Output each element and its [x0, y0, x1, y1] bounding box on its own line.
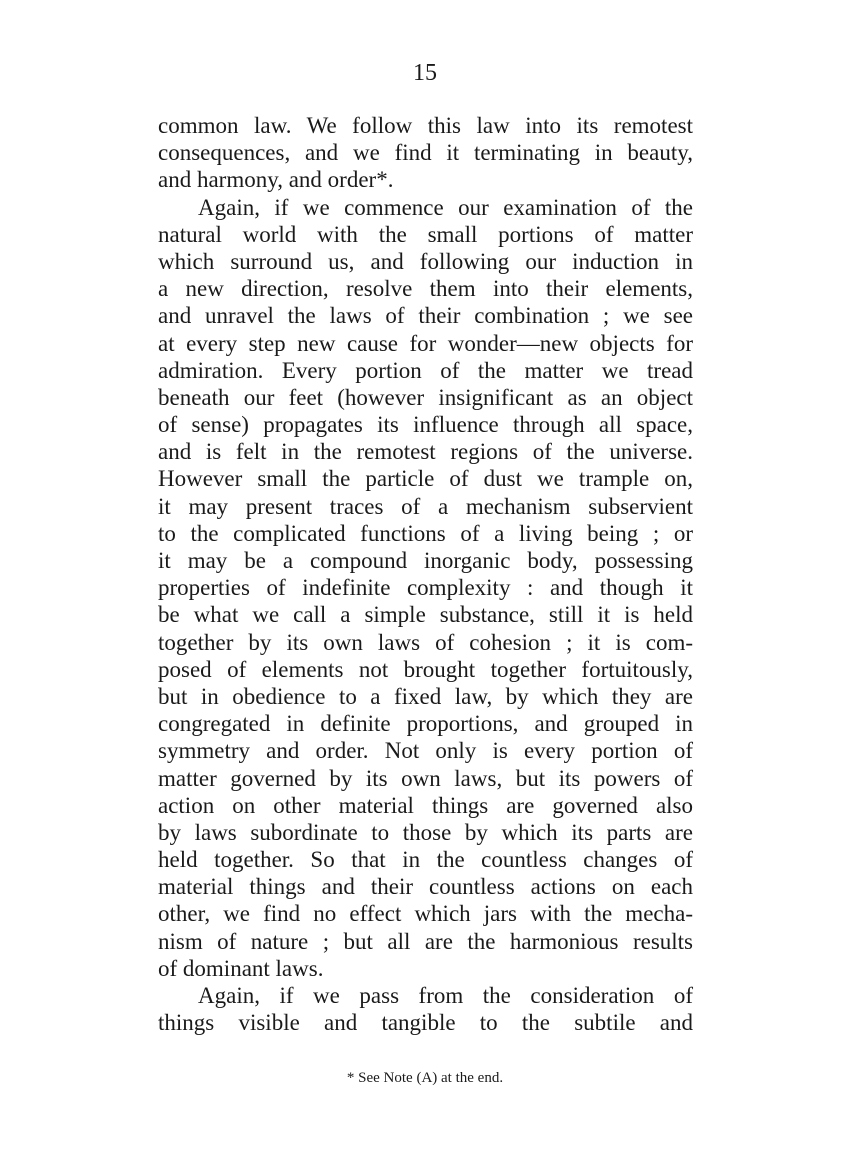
body-text — [158, 112, 693, 1036]
text-line: but in obedience to a fixed law, by which they are — [158, 683, 693, 709]
text-line: and unravel the laws of their combination ; we see — [158, 303, 693, 329]
page-number: 15 — [413, 60, 437, 86]
text-line: it may be a compound inorganic body, possessing — [158, 548, 693, 573]
text-line: symmetry and order. Not only is every portion of — [158, 738, 693, 764]
paragraph-start-line: Again, if we pass from the consideration of — [198, 983, 693, 1008]
text-line: things visible and tangible to the subtile and — [158, 1010, 693, 1036]
text-line: consequences, and we find it terminating in beauty, — [158, 140, 693, 166]
text-line: properties of indefinite complexity : and though it — [158, 575, 693, 601]
text-line: to the complicated functions of a living being ; or — [158, 520, 693, 546]
text-line: which surround us, and following our induction in — [158, 248, 693, 274]
text-line: beneath our feet (however insignificant as an object — [158, 384, 693, 410]
text-line: of dominant laws. — [158, 955, 324, 981]
text-line: admiration. Every portion of the matter we tread — [158, 357, 693, 383]
text-line: together by its own laws of cohesion ; it is com- — [158, 629, 693, 655]
text-line: at every step new cause for wonder—new objects for — [158, 330, 693, 356]
text-line: material things and their countless actions on each — [158, 874, 693, 900]
text-line: natural world with the small portions of matter — [158, 221, 693, 247]
paragraph-start-line: Again, if we commence our examination of the — [198, 194, 693, 220]
text-line: it may present traces of a mechanism subservient — [158, 493, 693, 519]
text-line: a new direction, resolve them into their elements, — [158, 276, 693, 302]
footnote: * See Note (A) at the end. — [346, 1070, 504, 1086]
text-line: nism of nature ; but all are the harmonious results — [158, 928, 693, 954]
text-line: and is felt in the remotest regions of the universe. — [158, 439, 693, 465]
text-line: action on other material things are governed also — [158, 792, 693, 818]
text-line: other, we find no effect which jars with the mecha- — [158, 901, 693, 927]
text-line: of sense) propagates its influence through all space, — [158, 412, 693, 438]
text-line: common law. We follow this law into its remotest — [158, 113, 693, 138]
text-line: and harmony, and order*. — [158, 167, 394, 193]
text-line: be what we call a simple substance, still it is held — [158, 602, 693, 628]
text-line: matter governed by its own laws, but its powers of — [158, 765, 693, 791]
text-line: posed of elements not brought together fortuitously, — [158, 656, 693, 682]
text-line: However small the particle of dust we trample on, — [158, 466, 693, 492]
text-line: congregated in definite proportions, and grouped in — [158, 711, 693, 737]
text-line: held together. So that in the countless changes of — [158, 847, 693, 873]
text-line: by laws subordinate to those by which its parts are — [158, 819, 693, 845]
